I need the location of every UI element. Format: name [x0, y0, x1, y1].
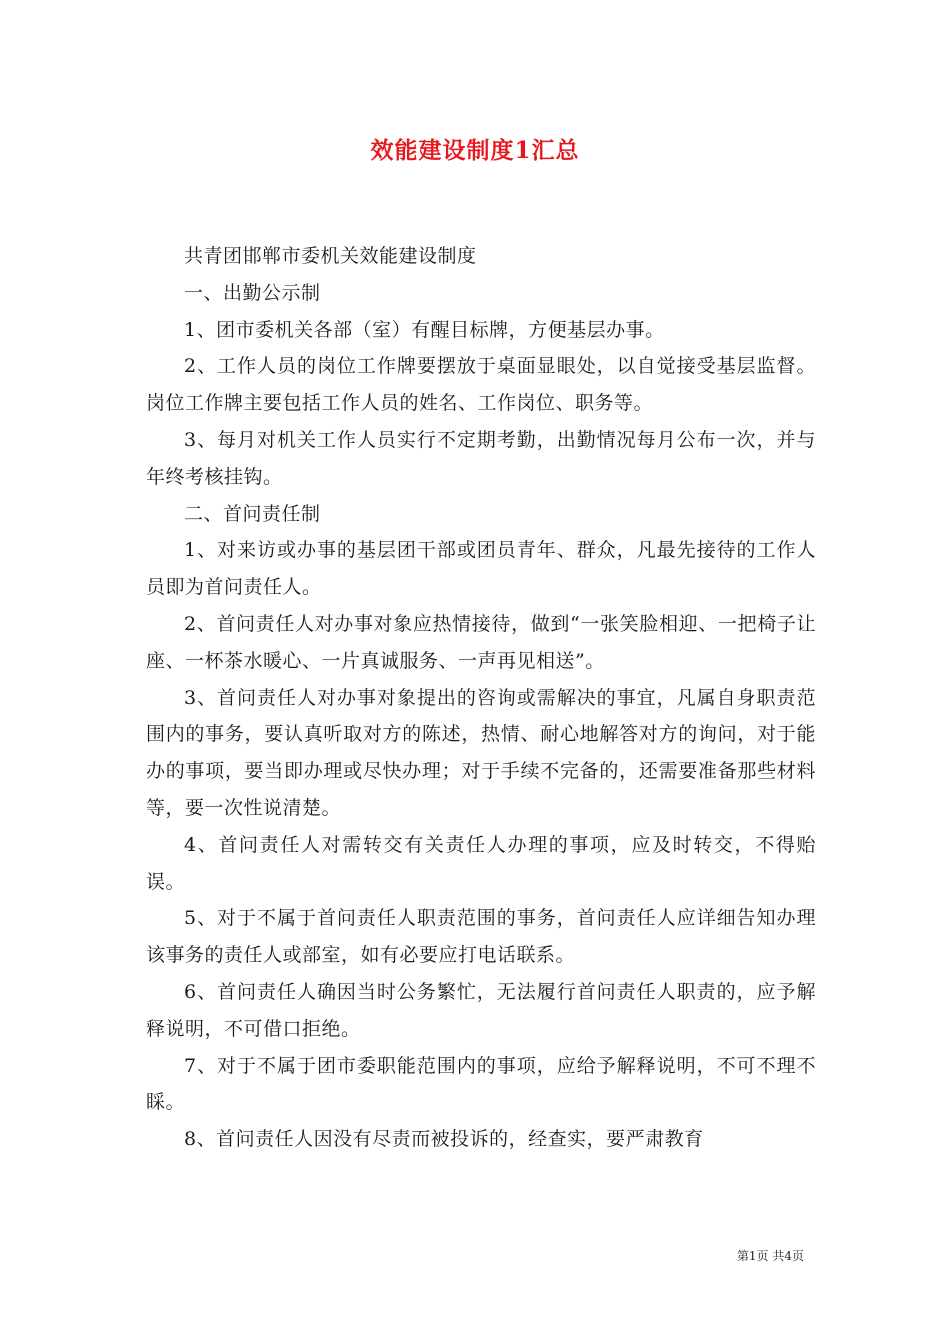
paragraph: 4、首问责任人对需转交有关责任人办理的事项，应及时转交，不得贻误。 [146, 833, 816, 893]
document-title: 效能建设制度1汇总 [370, 137, 580, 164]
section-heading: 二、首问责任制 [184, 502, 321, 525]
paragraph: 2、工作人员的岗位工作牌要摆放于桌面显眼处，以自觉接受基层监督。岗位工作牌主要包括工作人员的姓名、工作岗位、职务等。 [146, 355, 816, 415]
paragraph: 3、首问责任人对办事对象提出的咨询或需解决的事宜，凡属自身职责范围内的事务，要认真听取对方的陈述，热情、耐心地解答对方的询问，对于能办的事项，要当即办理或尽快办理；对于手续不完备的，还需要准备那些材料等，要一次性说清楚。 [146, 686, 816, 819]
paragraph: 7、对于不属于团市委职能范围内的事项，应给予解释说明，不可不理不睬。 [146, 1054, 816, 1114]
paragraph: 2、首问责任人对办事对象应热情接待，做到“一张笑脸相迎、一把椅子让座、一杯茶水暖心、一片真诚服务、一声再见相送”。 [146, 612, 816, 672]
paragraph: 3、每月对机关工作人员实行不定期考勤，出勤情况每月公布一次，并与年终考核挂钩。 [146, 428, 816, 488]
document-body [146, 238, 816, 1158]
page-number: 第1页 共4页 [736, 1249, 804, 1263]
paragraph: 1、对来访或办事的基层团干部或团员青年、群众，凡最先接待的工作人员即为首问责任人。 [146, 539, 816, 599]
paragraph: 8、首问责任人因没有尽责而被投诉的，经查实，要严肃教育 [184, 1128, 704, 1151]
paragraph: 1、团市委机关各部（室）有醒目标牌，方便基层办事。 [184, 318, 665, 341]
paragraph: 5、对于不属于首问责任人职责范围的事务，首问责任人应详细告知办理该事务的责任人或部室，如有必要应打电话联系。 [146, 907, 816, 967]
section-heading: 一、出勤公示制 [184, 281, 321, 304]
paragraph: 6、首问责任人确因当时公务繁忙，无法履行首问责任人职责的，应予解释说明，不可借口拒绝。 [146, 980, 816, 1040]
paragraph: 共青团邯郸市委机关效能建设制度 [184, 245, 477, 267]
